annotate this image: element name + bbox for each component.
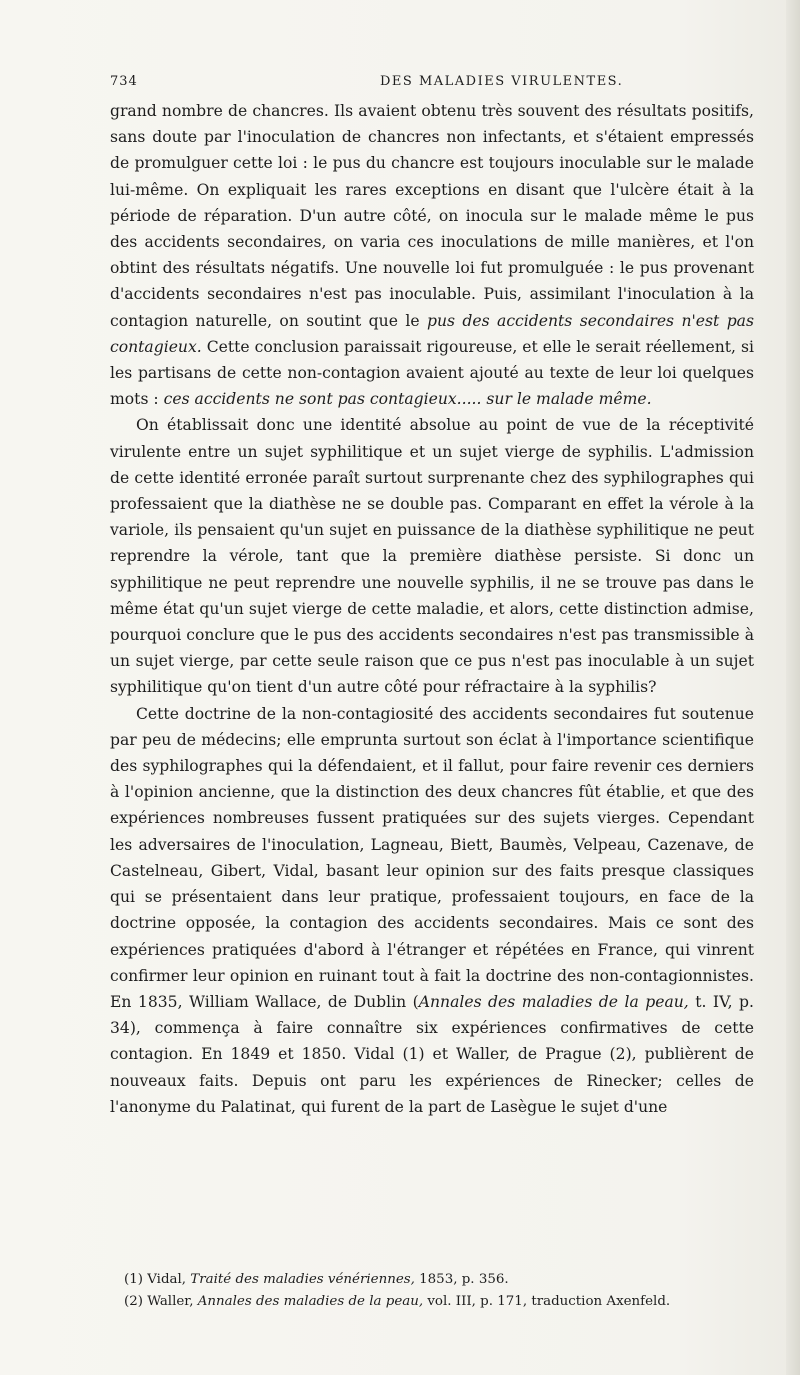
text-run: On établissait donc une identité absolue au point de vue de la réceptivité virulente entre un sujet syphilitique et un sujet vierge de syphilis. L'admission de cette identité erronée paraît surtout surprenante chez des syphilographes qui professaient que la diathèse ne se double pas. Comparant en effet la vérole à la variole, ils pensaient qu'un sujet en puissance de la diathèse syphilitique ne peut reprendre la vérole, tant que la première diathèse persiste. Si donc un syphilitique ne peut reprendre une nouvelle syphilis, il ne se trouve pas dans le même état qu'un sujet vierge de cette maladie, et alors, cette distinction admise, pourquoi conclure que le pus des accidents secondaires n'est pas transmissible à un sujet vierge, par cette seule raison que ce pus n'est pas inoculable à un sujet syphilitique qu'on tient d'un autre côté pour réfractaire à la syphilis? [110, 416, 754, 697]
running-title: DES MALADIES VIRULENTES. [380, 74, 624, 89]
paragraph [110, 98, 754, 412]
text-run: 1853, p. 356. [414, 1272, 509, 1287]
text-run: (2) Waller, [124, 1294, 198, 1309]
text-run: vol. III, p. 171, traduction Axenfeld. [423, 1294, 671, 1309]
footnotes [110, 1269, 754, 1313]
italic-run: Annales des maladies de la peau, [197, 1294, 424, 1309]
italic-run: ces accidents ne sont pas contagieux..... sur le malade même. [163, 390, 652, 409]
page-edge-shadow [786, 0, 800, 1375]
page-header [110, 74, 750, 94]
footnote [110, 1291, 754, 1313]
text-run: Cette conclusion paraissait rigoureuse, et elle le serait réellement, si les partisans de cette non-contagion avaient ajouté au texte de leur loi quelques mots : [110, 337, 754, 409]
text-run: t. IV, p. 34), commença à faire connaître six expériences confirmatives de cette contagion. En 1849 et 1850. Vidal (1) et Waller, de Prague (2), publièrent de nouveaux faits. Depuis ont paru les expériences de Rinecker; celles de l'anonyme du Palatinat, qui furent de la part de Lasègue le sujet d'une [110, 992, 754, 1116]
text-run: Cette doctrine de la non-contagiosité des accidents secondaires fut soutenue par peu de médecins; elle emprunta surtout son éclat à l'importance scientifique des syphilographes qui la défendaient, et il fallut, pour faire revenir ces derniers à l'opinion ancienne, que la distinction des deux chancres fût établie, et que des expériences nombreuses fussent pratiquées sur des sujets vierges. Cependant les adversaires de l'inoculation, Lagneau, Biett, Baumès, Velpeau, Cazenave, de Castelneau, Gibert, Vidal, basant leur opinion sur des faits presque classiques qui se présentaient dans leur pratique, professaient toujours, en face de la doctrine opposée, la contagion des accidents secondaires. Mais ce sont des expériences pratiquées d'abord à l'étranger et répétées en France, qui vinrent confirmer leur opinion en ruinant tout à fait la doctrine des non-contagionnistes. En 1835, William Wallace, de Dublin ( [110, 704, 754, 1011]
italic-run: Traité des maladies vénériennes, [190, 1272, 415, 1287]
text-run: grand nombre de chancres. Ils avaient obtenu très souvent des résultats positifs, sans doute par l'inoculation de chancres non infectants, et s'étaient empressés de promulguer cette loi : le pus du chancre est toujours inoculable sur le malade lui-même. On expliquait les rares exceptions en disant que l'ulcère était à la période de réparation. D'un autre côté, on inocula sur le malade même le pus des accidents secondaires, on varia ces inoculations de mille manières, et l'on obtint des résultats négatifs. Une nouvelle loi fut promulguée : le pus provenant d'accidents secondaires n'est pas inoculable. Puis, assimilant l'inoculation à la contagion naturelle, on soutint que le [110, 102, 754, 330]
italic-run: pus des accidents secondaires n'est pas contagieux. [110, 311, 754, 356]
paragraph [110, 412, 754, 700]
page-number: 734 [110, 74, 138, 89]
paragraph [110, 701, 754, 1120]
italic-run: Annales des maladies de la peau, [418, 992, 689, 1011]
footnote [110, 1269, 754, 1291]
text-run: (1) Vidal, [124, 1272, 191, 1287]
body-text [110, 98, 754, 1120]
